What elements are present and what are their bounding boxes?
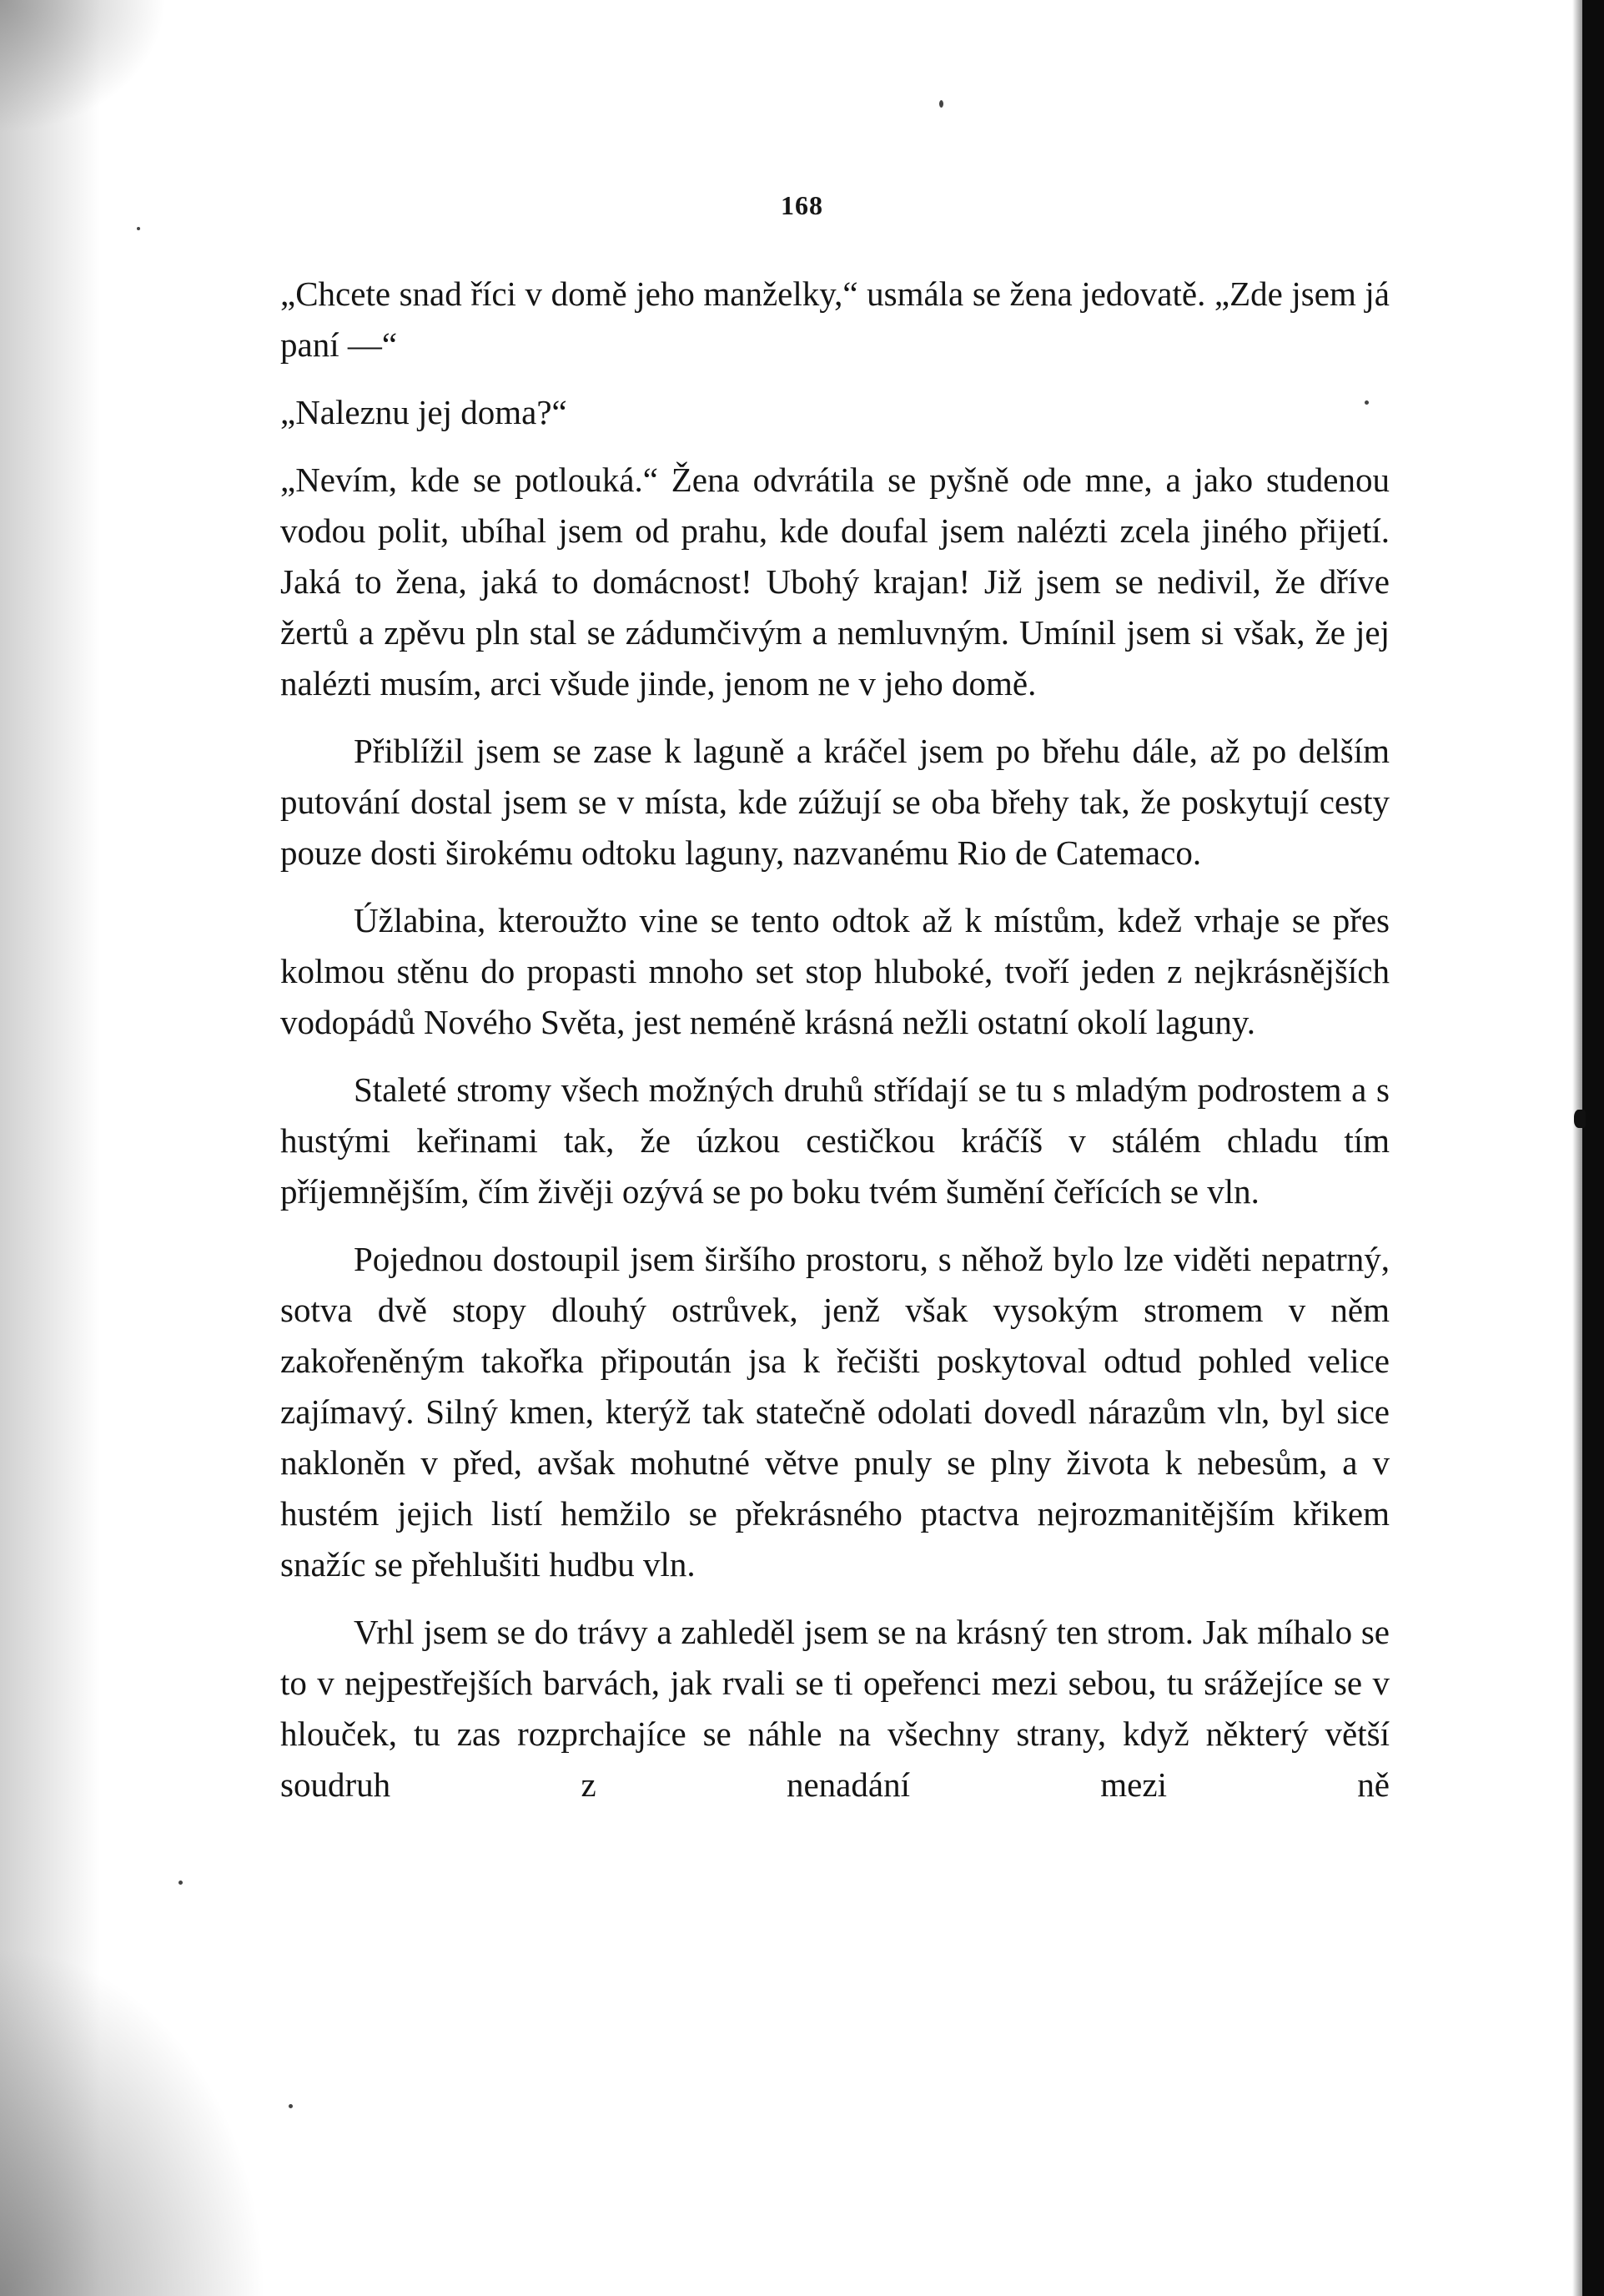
paragraph: Staleté stromy všech možných druhů střídají se tu s mladým podrostem a s hustými keřinami tak, že úzkou cestičkou kráčíš v stálém chladu tím příjemnějším, čím živěji ozývá se po boku tvém šumění čeřících se vln. [280, 1070, 1390, 1211]
edge-mark [1574, 1110, 1586, 1128]
paragraph: Přiblížil jsem se zase k laguně a kráčel jsem po břehu dále, až po delším putování dostal jsem se v místa, kde zúžují se oba břehy tak, že poskytují cesty pouze dosti širokému odtoku laguny, nazvanému Rio de Catemaco. [280, 732, 1390, 872]
page-number: 168 [781, 190, 823, 220]
paragraph: „Nevím, kde se potlouká.“ Žena odvrátila se pyšně ode mne, a jako studenou vodou polit, ubíhal jsem od prahu, kde doufal jsem nalézti zcela jiného přijetí. Jaká to žena, jaká to domácnost! Ubohý krajan! Již jsem se nedivil, že dříve žertů a zpěvu pln stal se zádumčivým a nemluvným. Umínil jsem si však, že jej nalézti musím, arci všude jinde, jenom ne v jeho domě. [280, 461, 1390, 702]
page-shadow-bottom-left [0, 1946, 267, 2296]
paragraph: Úžlabina, kteroužto vine se tento odtok až k místům, kdež vrhaje se přes kolmou stěnu do propasti mnoho set stop hluboké, tvoří jeden z nejkrásnějších vodopádů Nového Světa, jest neméně krásná nežli ostatní okolí laguny. [280, 901, 1390, 1041]
speck [137, 227, 140, 230]
page-edge-shadow [1572, 0, 1582, 2296]
paragraph: „Naleznu jej doma?“ [280, 393, 567, 431]
body-text [280, 269, 1390, 1827]
speck [289, 2104, 293, 2108]
paragraph: Pojednou dostoupil jsem širšího prostoru, s něhož bylo lze viděti nepatrný, sotva dvě stopy dlouhý ostrůvek, jenž však vysokým stromem v něm zakořeněným takořka připoután jsa k řečišti poskytoval odtud pohled velice zajímavý. Silný kmen, kterýž tak statečně odolati dovedl nárazům vln, byl sice nakloněn v před, avšak mohutné větve pnuly se plny života k nebesům, a v hustém jejich listí hemžilo se překrásného ptactva nejrozmanitějším křikem snažíc se přehlušiti hudbu vln. [280, 1240, 1390, 1584]
page-shadow-top-left [0, 0, 167, 133]
paragraph: „Chcete snad říci v domě jeho manželky,“ usmála se žena jedovatě. „Zde jsem já paní —“ [280, 274, 1390, 364]
scan-border-right [1582, 0, 1604, 2296]
paragraph: Vrhl jsem se do trávy a zahleděl jsem se na krásný ten strom. Jak míhalo se to v nejpestřejších barvách, jak rvali se ti opeřenci mezi sebou, tu srážejíce se v hlouček, tu zas rozprchajíce se náhle na všechny strany, když některý větší soudruh z nenadání mezi ně [280, 1613, 1390, 1804]
speck [939, 100, 943, 108]
speck [179, 1881, 183, 1885]
